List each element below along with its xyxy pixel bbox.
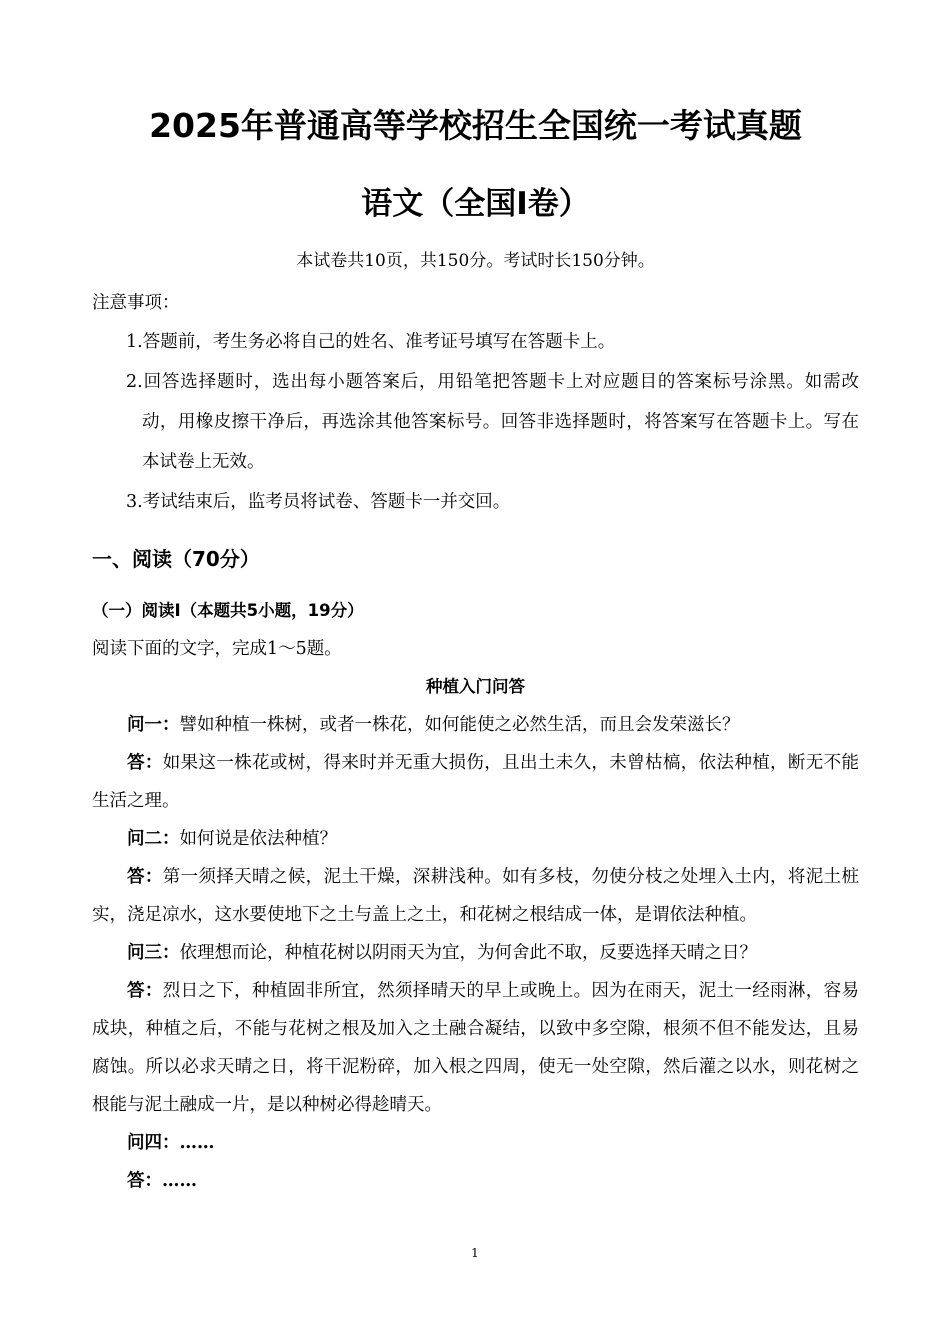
qa-label: 问三： xyxy=(127,943,180,963)
page-number: 1 xyxy=(471,1246,479,1260)
note-item: 3.考试结束后，监考员将试卷、答题卡一并交回。 xyxy=(126,492,511,512)
qa-label: 答： xyxy=(127,867,163,887)
qa-label: 问一： xyxy=(127,715,180,735)
qa-label: 问二： xyxy=(127,829,180,849)
section-heading: 一、阅读（70分） xyxy=(92,547,260,571)
qa-label: 问四：…… xyxy=(127,1133,215,1153)
qa-text: 如何说是依法种植？ xyxy=(179,829,337,849)
note-item: 1.答题前，考生务必将自己的姓名、准考证号填写在答题卡上。 xyxy=(126,332,616,352)
qa-text: 如果这一株花或树，得来时并无重大损伤，且出土未久，未曾枯槁，依法种植，断无不能生活之理。 xyxy=(92,753,860,811)
qa-paragraph xyxy=(92,934,859,972)
qa-text: 譬如种植一株树，或者一株花，如何能使之必然生活，而且会发荣滋长？ xyxy=(179,715,740,735)
qa-label: 答：…… xyxy=(127,1171,197,1191)
exam-info: 本试卷共10页，共150分。考试时长150分钟。 xyxy=(296,251,655,271)
exam-title: 2025年普通高等学校招生全国统一考试真题 xyxy=(149,106,802,145)
passage-title: 种植入门问答 xyxy=(426,677,525,696)
exam-body xyxy=(92,284,859,1200)
qa-paragraph xyxy=(92,744,859,820)
qa-paragraph xyxy=(92,1162,859,1200)
qa-paragraph xyxy=(92,820,859,858)
qa-text: 依理想而论，种植花树以阴雨天为宜，为何舍此不取，反要选择天晴之日？ xyxy=(179,943,757,963)
subsection-heading: （一）阅读Ⅰ（本题共5小题，19分） xyxy=(92,601,364,620)
note-item: 2.回答选择题时，选出每小题答案后，用铅笔把答题卡上对应题目的答案标号涂黑。如需改动，用橡皮擦干净后，再选涂其他答案标号。回答非选择题时，将答案写在答题卡上。写在本试卷上无效。 xyxy=(126,372,859,472)
qa-paragraph xyxy=(92,972,859,1124)
qa-label: 答： xyxy=(127,981,163,1001)
exam-subtitle: 语文（全国Ⅰ卷） xyxy=(361,186,590,222)
instruction: 阅读下面的文字，完成1～5题。 xyxy=(92,639,342,659)
qa-paragraph xyxy=(92,858,859,934)
qa-paragraph xyxy=(92,706,859,744)
qa-label: 答： xyxy=(127,753,163,773)
qa-paragraph xyxy=(92,1124,859,1162)
qa-text: 第一须择天晴之候，泥土干燥，深耕浅种。如有多枝，勿使分枝之处埋入土内，将泥土桩实，浇足凉水，这水要使地下之土与盖上之土，和花树之根结成一体，是谓依法种植。 xyxy=(92,867,860,925)
notes-heading: 注意事项： xyxy=(92,293,180,313)
qa-text: 烈日之下，种植固非所宜，然须择晴天的早上或晚上。因为在雨天，泥土一经雨淋，容易成块，种植之后，不能与花树之根及加入之土融合凝结，以致中多空隙，根须不但不能发达，且易腐蚀。所以必求天晴之日，将干泥粉碎，加入根之四周，使无一处空隙，然后灌之以水，则花树之根能与泥土融成一片，是以种树必得趁晴天。 xyxy=(92,981,860,1115)
